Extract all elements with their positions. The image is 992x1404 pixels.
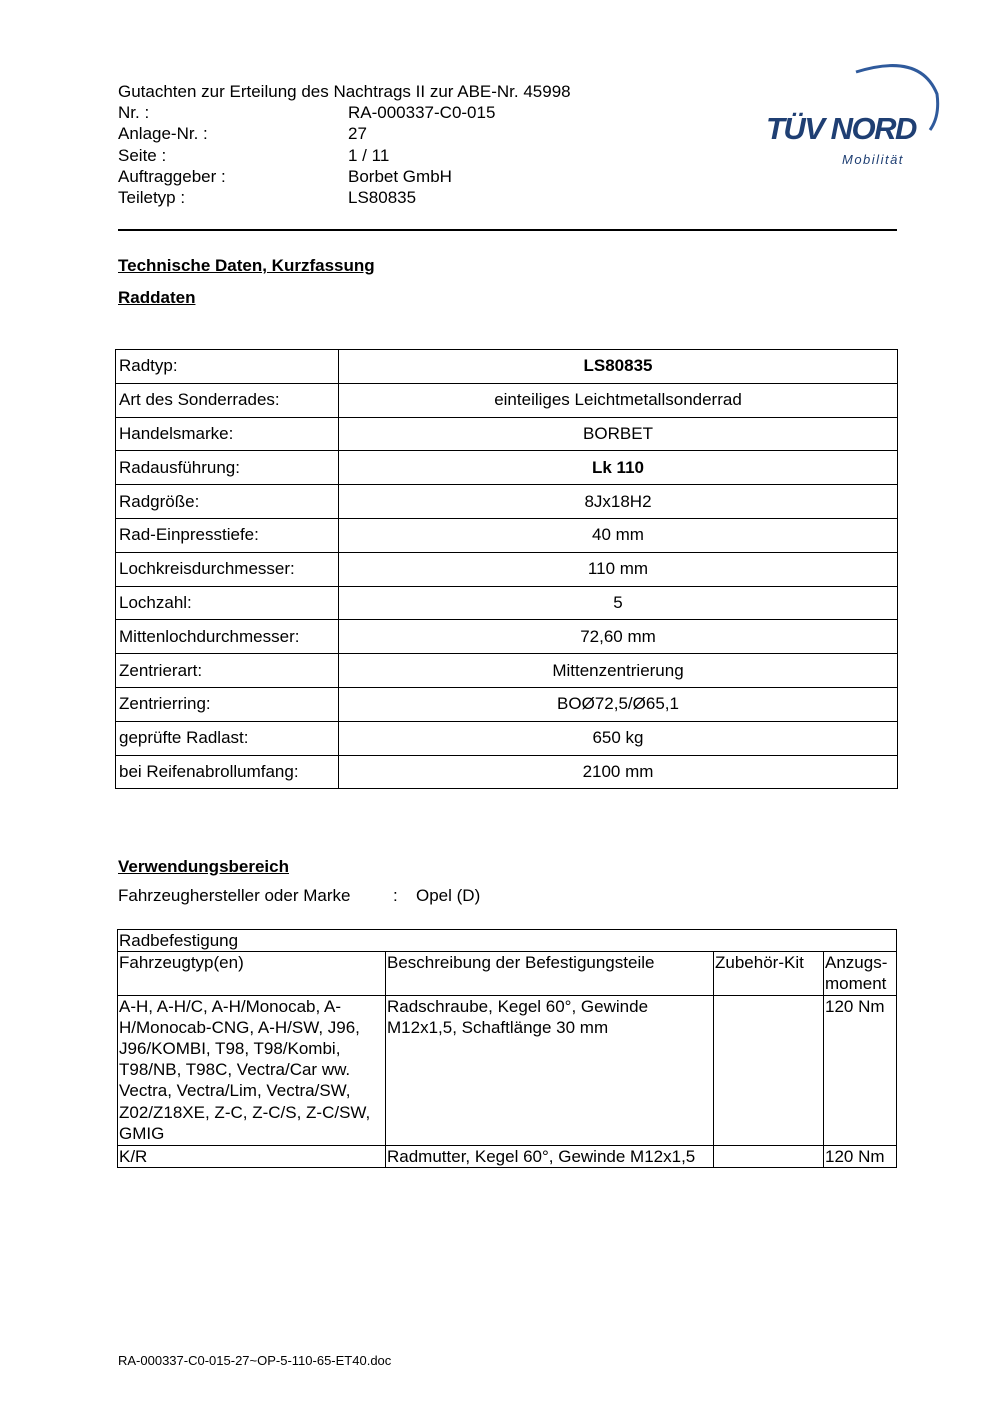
raddaten-value: 5 <box>339 586 898 620</box>
table-row <box>116 654 898 688</box>
table-row <box>116 350 898 384</box>
header-field-teiletyp <box>118 187 571 208</box>
raddaten-value: 40 mm <box>339 518 898 552</box>
header-value: Borbet GmbH <box>348 166 452 186</box>
header-title: Gutachten zur Erteilung des Nachtrags II zur ABE-Nr. 45998 <box>118 82 571 101</box>
header-label: Nr. : <box>118 103 150 123</box>
fahrzeughersteller-line <box>118 886 480 906</box>
header-field-auftraggeber <box>118 166 571 187</box>
table-row <box>116 485 898 519</box>
column-header: Beschreibung der Befestigungsteile <box>386 952 714 995</box>
raddaten-label: Lochzahl: <box>116 586 339 620</box>
heading-raddaten: Raddaten <box>118 288 196 307</box>
hersteller-separator: : <box>393 886 398 905</box>
logo-brand: TÜV NORD <box>766 111 916 146</box>
logo-sub: Mobilität <box>842 152 904 167</box>
raddaten-value: Lk 110 <box>339 451 898 485</box>
beschreibung-cell: Radschraube, Kegel 60°, Gewinde M12x1,5, Schaftlänge 30 mm <box>386 995 714 1145</box>
column-header: Anzugs-moment <box>824 952 897 995</box>
table-title-row <box>118 930 897 952</box>
raddaten-value: 2100 mm <box>339 755 898 789</box>
raddaten-label: Radtyp: <box>116 350 339 384</box>
zubehoer-cell <box>714 1145 824 1167</box>
hersteller-value: Opel (D) <box>416 886 481 905</box>
fahrzeugtyp-cell: A-H, A-H/C, A-H/Monocab, A-H/Monocab-CNG, A-H/SW, J96, J96/KOMBI, T98, T98/Kombi, T98/NB, T98C, Vectra/Car ww. Vectra, Vectra/Lim, Vectra/SW, Z02/Z18XE, Z-C, Z-C/S, Z-C/SW, GMIG <box>118 995 386 1145</box>
raddaten-label: Zentrierring: <box>116 687 339 721</box>
header-label: Teiletyp : <box>118 188 186 208</box>
raddaten-label: Lochkreisdurchmesser: <box>116 552 339 586</box>
raddaten-value: 72,60 mm <box>339 620 898 654</box>
table-row <box>116 755 898 789</box>
header-value: 1 / 11 <box>348 145 390 165</box>
header-value: 27 <box>348 124 367 144</box>
hersteller-label: Fahrzeughersteller oder Marke <box>118 886 351 905</box>
raddaten-value: 110 mm <box>339 552 898 586</box>
raddaten-value: 8Jx18H2 <box>339 485 898 519</box>
raddaten-value: BORBET <box>339 417 898 451</box>
raddaten-value: Mittenzentrierung <box>339 654 898 688</box>
heading-verwendungsbereich: Verwendungsbereich <box>118 857 289 876</box>
table-row <box>116 451 898 485</box>
fahrzeugtyp-cell: K/R <box>118 1145 386 1167</box>
footer-filename: RA-000337-C0-015-27~OP-5-110-65-ET40.doc <box>118 1353 392 1368</box>
header-value: LS80835 <box>348 188 417 208</box>
anzugsmoment-cell: 120 Nm <box>824 1145 897 1167</box>
raddaten-label: Radausführung: <box>116 451 339 485</box>
tuv-nord-logo <box>760 58 945 173</box>
table-row <box>116 721 898 755</box>
header-label: Auftraggeber : <box>118 166 226 186</box>
header-label: Seite : <box>118 145 167 165</box>
zubehoer-cell <box>714 995 824 1145</box>
table-row <box>116 620 898 654</box>
table-row <box>118 1145 897 1167</box>
header-field-seite <box>118 145 571 166</box>
table-header-row <box>118 952 897 995</box>
raddaten-label: Zentrierart: <box>116 654 339 688</box>
table-row <box>116 687 898 721</box>
raddaten-table <box>115 349 898 789</box>
raddaten-value: LS80835 <box>339 350 898 384</box>
raddaten-label: Art des Sonderrades: <box>116 383 339 417</box>
table-row <box>116 383 898 417</box>
raddaten-label: bei Reifenabrollumfang: <box>116 755 339 789</box>
heading-technische-daten: Technische Daten, Kurzfassung <box>118 256 375 275</box>
radbefestigung-title: Radbefestigung <box>118 930 897 952</box>
table-row <box>116 518 898 552</box>
table-row <box>116 552 898 586</box>
raddaten-label: Handelsmarke: <box>116 417 339 451</box>
header-label: Anlage-Nr. : <box>118 124 208 144</box>
header-divider <box>118 229 897 231</box>
raddaten-label: Rad-Einpresstiefe: <box>116 518 339 552</box>
raddaten-value: BOØ72,5/Ø65,1 <box>339 687 898 721</box>
raddaten-label: geprüfte Radlast: <box>116 721 339 755</box>
header-field-nr <box>118 102 571 123</box>
table-row <box>116 586 898 620</box>
beschreibung-cell: Radmutter, Kegel 60°, Gewinde M12x1,5 <box>386 1145 714 1167</box>
column-header: Fahrzeugtyp(en) <box>118 952 386 995</box>
document-header <box>118 81 571 208</box>
anzugsmoment-cell: 120 Nm <box>824 995 897 1145</box>
table-row <box>118 995 897 1145</box>
raddaten-value: 650 kg <box>339 721 898 755</box>
raddaten-value: einteiliges Leichtmetallsonderrad <box>339 383 898 417</box>
column-header: Zubehör-Kit <box>714 952 824 995</box>
table-row <box>116 417 898 451</box>
header-field-anlage <box>118 123 571 144</box>
radbefestigung-table <box>117 929 897 1168</box>
raddaten-label: Radgröße: <box>116 485 339 519</box>
header-value: RA-000337-C0-015 <box>348 103 496 123</box>
raddaten-label: Mittenlochdurchmesser: <box>116 620 339 654</box>
